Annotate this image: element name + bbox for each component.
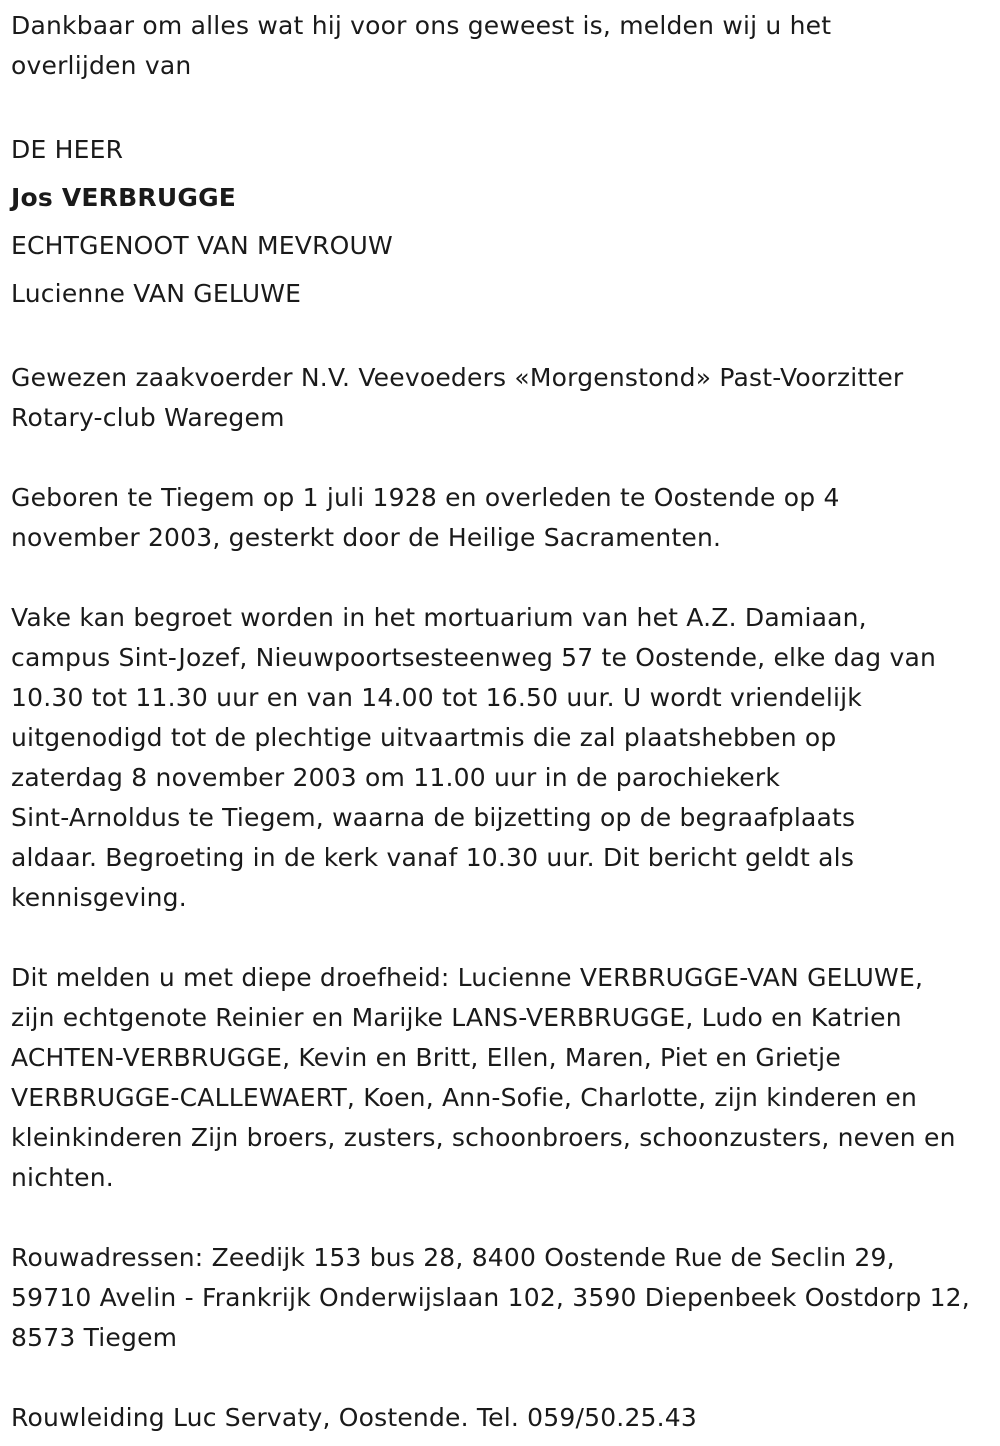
ceremony-line: Vake kan begroet worden in het mortuarium van het A.Z. Damiaan, [11, 603, 867, 632]
spacer [11, 438, 993, 478]
address-line: 59710 Avelin - Frankrijk Onderwijslaan 102, 3590 Diepenbeek Oostdorp 12, [11, 1283, 970, 1312]
ceremony-line: campus Sint-Jozef, Nieuwpoortsesteenweg 57 te Oostende, elke dag van [11, 643, 937, 672]
function-paragraph [11, 358, 993, 438]
family-line: zijn echtgenote Reinier en Marijke LANS-VERBRUGGE, Ludo en Katrien [11, 1003, 902, 1032]
obituary-document [11, 6, 993, 1438]
function-line: Rotary-club Waregem [11, 403, 285, 432]
honorific-title: DE HEER [11, 135, 124, 164]
intro-line: overlijden van [11, 51, 192, 80]
intro-paragraph [11, 6, 993, 86]
spacer [11, 558, 993, 598]
birth-death-line: Geboren te Tiegem op 1 juli 1928 en overleden te Oostende op 4 [11, 483, 840, 512]
family-paragraph [11, 958, 993, 1198]
birth-death-paragraph [11, 478, 993, 558]
spouse-label: ECHTGENOOT VAN MEVROUW [11, 231, 393, 260]
ceremony-line: Sint-Arnoldus te Tiegem, waarna de bijzetting op de begraafplaats [11, 803, 856, 832]
birth-death-line: november 2003, gesterkt door de Heilige Sacramenten. [11, 523, 722, 552]
family-line: VERBRUGGE-CALLEWAERT, Koen, Ann-Sofie, Charlotte, zijn kinderen en [11, 1083, 918, 1112]
address-line: Rouwadressen: Zeedijk 153 bus 28, 8400 Oostende Rue de Seclin 29, [11, 1243, 895, 1272]
function-line: Gewezen zaakvoerder N.V. Veevoeders «Morgenstond» Past-Voorzitter [11, 363, 904, 392]
ceremony-line: aldaar. Begroeting in de kerk vanaf 10.30 uur. Dit bericht geldt als [11, 843, 855, 872]
ceremony-paragraph [11, 598, 993, 918]
ceremony-line: uitgenodigd tot de plechtige uitvaartmis die zal plaatshebben op [11, 723, 837, 752]
spacer [11, 918, 993, 958]
spacer [11, 318, 993, 358]
intro-line: Dankbaar om alles wat hij voor ons geweest is, melden wij u het [11, 11, 832, 40]
ceremony-line: zaterdag 8 november 2003 om 11.00 uur in de parochiekerk [11, 763, 781, 792]
ceremony-line: 10.30 tot 11.30 uur en van 14.00 tot 16.50 uur. U wordt vriendelijk [11, 683, 862, 712]
funeral-director-line: Rouwleiding Luc Servaty, Oostende. Tel. 059/50.25.43 [11, 1403, 698, 1432]
address-line: 8573 Tiegem [11, 1323, 178, 1352]
family-line: nichten. [11, 1163, 114, 1192]
family-line: kleinkinderen Zijn broers, zusters, schoonbroers, schoonzusters, neven en [11, 1123, 956, 1152]
deceased-header [11, 126, 993, 318]
family-line: Dit melden u met diepe droefheid: Lucienne VERBRUGGE-VAN GELUWE, [11, 963, 924, 992]
ceremony-line: kennisgeving. [11, 883, 187, 912]
spouse-name: Lucienne VAN GELUWE [11, 279, 302, 308]
funeral-director-paragraph [11, 1398, 993, 1438]
deceased-name: Jos VERBRUGGE [11, 183, 237, 212]
spacer [11, 86, 993, 126]
spacer [11, 1358, 993, 1398]
family-line: ACHTEN-VERBRUGGE, Kevin en Britt, Ellen, Maren, Piet en Grietje [11, 1043, 841, 1072]
addresses-paragraph [11, 1238, 993, 1358]
spacer [11, 1198, 993, 1238]
